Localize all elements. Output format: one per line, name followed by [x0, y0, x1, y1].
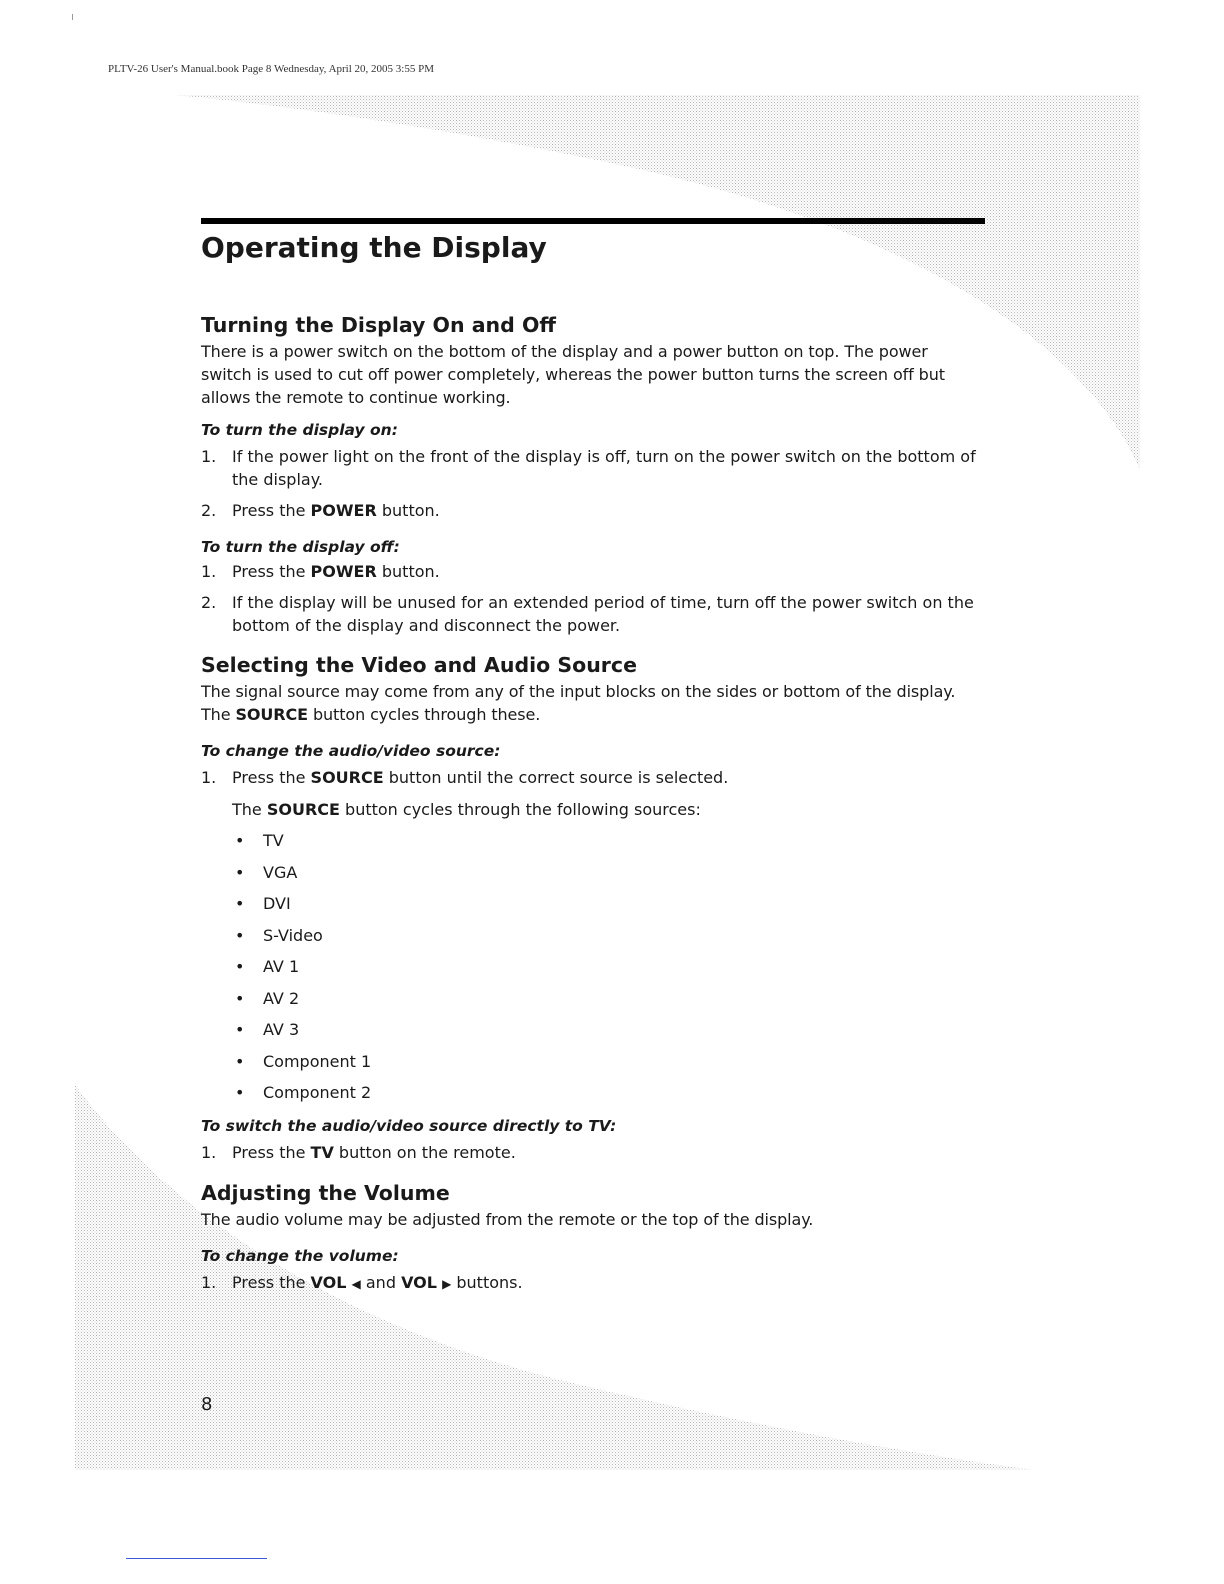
list-item: 1. Press the POWER button.	[201, 562, 440, 581]
key-power: POWER	[310, 562, 377, 581]
print-header: PLTV-26 User's Manual.book Page 8 Wednesday, April 20, 2005 3:55 PM	[108, 63, 434, 75]
power-intro: There is a power switch on the bottom of the display and a power button on top. The power switch is used to cut off power completely, whereas the power button turns the screen off but allows the remote to continue working.	[201, 342, 945, 407]
list-item: 1. Press the VOL ◀ and VOL ▶ buttons.	[201, 1272, 523, 1292]
key-power: POWER	[310, 501, 377, 520]
list-item: • AV 2	[235, 988, 300, 1008]
source-intro-line1: The signal source may come from any of the input blocks on the sides or bottom of the display.	[201, 682, 956, 701]
section-heading-power: Turning the Display On and Off	[201, 313, 556, 337]
procedure-title-turn-off: To turn the display off:	[201, 538, 400, 556]
key-tv: TV	[310, 1142, 334, 1162]
section-heading-source: Selecting the Video and Audio Source	[201, 653, 637, 677]
source-list	[201, 829, 1001, 1113]
list-item: • Component 2	[235, 1083, 372, 1102]
list-item: • AV 1	[235, 957, 300, 976]
list-item: • Component 1	[235, 1051, 372, 1071]
bottom-line	[126, 1558, 267, 1559]
procedure-title-change-source: To change the audio/video source:	[201, 742, 501, 760]
key-source: SOURCE	[266, 800, 340, 819]
source-cycle-note: The SOURCE button cycles through the following sources:	[232, 800, 701, 819]
procedure-title-change-volume: To change the volume:	[201, 1246, 399, 1265]
page-content	[201, 222, 1001, 1296]
list-item: 1. Press the TV button on the remote.	[201, 1142, 516, 1162]
turn-off-steps	[201, 560, 1001, 637]
section-heading-volume: Adjusting the Volume	[201, 1180, 450, 1205]
step-text: If the display will be unused for an extended period of time, turn off the power switch on the bottom of the display and disconnect the power.	[232, 593, 974, 635]
volume-intro: The audio volume may be adjusted from the remote or the top of the display.	[201, 1209, 814, 1229]
list-item: 1. Press the SOURCE button until the correct source is selected.	[201, 768, 729, 787]
switch-to-tv-steps	[201, 1141, 1001, 1164]
turn-on-steps	[201, 445, 1001, 522]
left-arrow-icon: ◀	[351, 1276, 361, 1291]
list-item: • AV 3	[235, 1020, 300, 1039]
key-vol-up: VOL	[401, 1272, 437, 1292]
list-item: • S-Video	[235, 925, 323, 945]
list-item: • VGA	[235, 862, 298, 882]
list-item: • DVI	[235, 894, 291, 913]
procedure-title-switch-to-tv: To switch the audio/video source directly to TV:	[201, 1116, 617, 1135]
list-item: 2. If the display will be unused for an extended period of time, turn off the power switch on the bottom of the display and disconnect the power.	[201, 593, 974, 635]
key-source: SOURCE	[310, 768, 384, 787]
source-intro-line2: The SOURCE button cycles through these.	[201, 705, 541, 724]
key-source: SOURCE	[235, 705, 308, 724]
key-vol-down: VOL	[310, 1272, 347, 1292]
list-item: 1. If the power light on the front of the display is off, turn on the power switch on the bottom of the display.	[201, 447, 976, 489]
list-item: 2. Press the POWER button.	[201, 501, 440, 520]
procedure-title-turn-on: To turn the display on:	[201, 421, 398, 439]
page-title: Operating the Display	[201, 231, 547, 264]
right-arrow-icon: ▶	[442, 1276, 452, 1291]
page-number: 8	[201, 1394, 213, 1415]
change-volume-steps	[201, 1271, 1001, 1296]
step-text: If the power light on the front of the display is off, turn on the power switch on the bottom of the display.	[232, 447, 976, 489]
list-item: • TV	[235, 831, 284, 850]
crop-mark	[72, 14, 73, 20]
change-source-steps	[201, 766, 1001, 789]
